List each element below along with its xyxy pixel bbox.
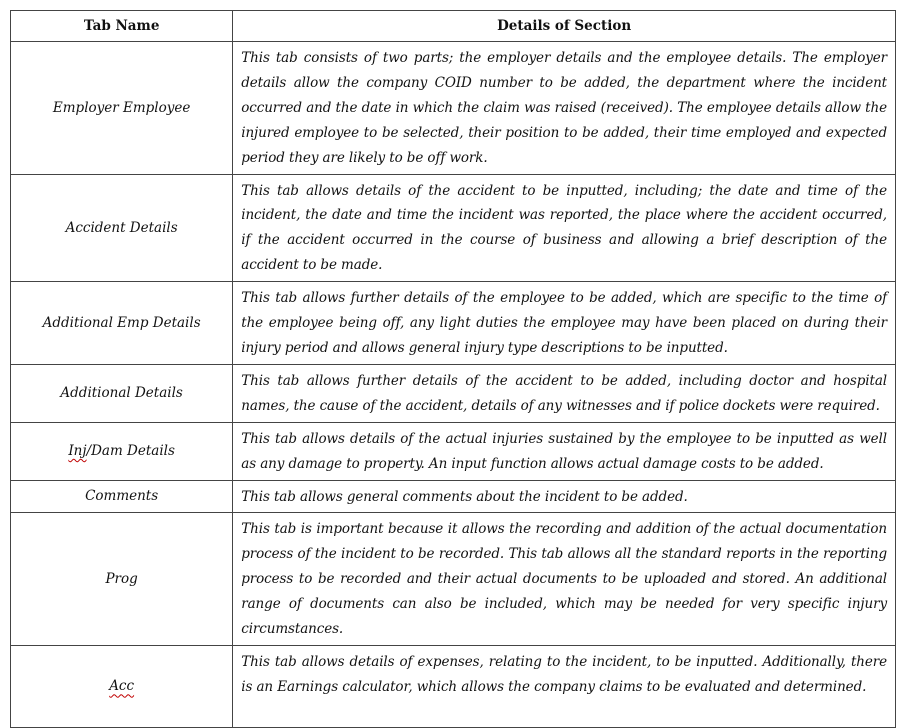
row-tab-name (11, 645, 233, 727)
table-row (11, 364, 896, 422)
spellcheck-word: Inj (68, 443, 87, 460)
table-row (11, 645, 896, 727)
table-row (11, 480, 896, 513)
row-tab-name: Employer Employee (11, 42, 233, 175)
header-row (11, 11, 896, 42)
header-details: Details of Section (233, 11, 896, 42)
row-tab-name: Comments (11, 480, 233, 513)
row-details: This tab allows further details of the accident to be added, including doctor and hospital names, the cause of the accident, details of any witnesses and if police dockets were required. (233, 364, 896, 422)
row-details: This tab allows details of the accident to be inputted, including; the date and time of the incident, the date and time the incident was reported, the place where the accident occurred, if the accident occurred in the course of business and allowing a brief description of the accident to be made. (233, 174, 896, 282)
header-tab-name: Tab Name (11, 11, 233, 42)
table-row (11, 513, 896, 646)
row-details: This tab allows details of the actual injuries sustained by the employee to be inputted as well as any damage to property. An input function allows actual damage costs to be added. (233, 422, 896, 480)
spellcheck-word: Acc (109, 678, 135, 695)
tab-description-table (10, 10, 896, 728)
row-tab-name: Additional Emp Details (11, 282, 233, 365)
row-details: This tab consists of two parts; the employer details and the employee details. The employer details allow the company COID number to be added, the department where the incident occurred and the date in which the claim was raised (received). The employee details allow the injured employee to be selected, their position to be added, their time employed and expected period they are likely to be off work. (233, 42, 896, 175)
table-row (11, 422, 896, 480)
row-tab-name: Additional Details (11, 364, 233, 422)
table-row (11, 174, 896, 282)
row-tab-name (11, 422, 233, 480)
row-tab-name: Accident Details (11, 174, 233, 282)
row-details: This tab allows further details of the employee to be added, which are specific to the time of the employee being off, any light duties the employee may have been placed on during their injury period and allows general injury type descriptions to be inputted. (233, 282, 896, 365)
table-row (11, 42, 896, 175)
row-tab-name: Prog (11, 513, 233, 646)
row-details: This tab allows details of expenses, relating to the incident, to be inputted. Additionally, there is an Earnings calculator, which allows the company claims to be evaluated and determined. (233, 645, 896, 727)
row-details: This tab allows general comments about the incident to be added. (233, 480, 896, 513)
table-row (11, 282, 896, 365)
row-details: This tab is important because it allows the recording and addition of the actual documentation process of the incident to be recorded. This tab allows all the standard reports in the reporting process to be recorded and their actual documents to be uploaded and stored. An additional range of documents can also be included, which may be needed for very specific injury circumstances. (233, 513, 896, 646)
row-tab-name-suffix: /Dam Details (86, 443, 175, 460)
